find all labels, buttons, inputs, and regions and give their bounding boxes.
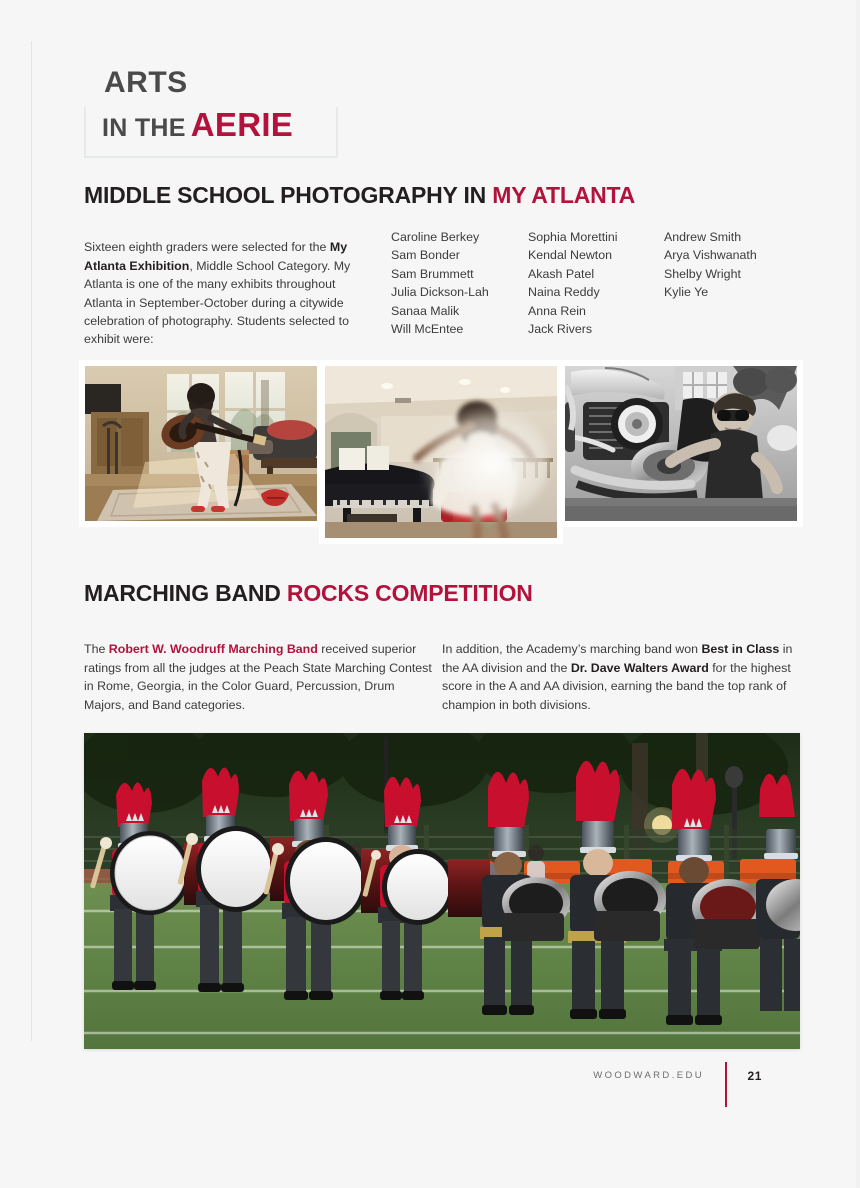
photo-child-with-motorcycle: [565, 366, 797, 521]
list-item: Jack Rivers: [528, 322, 593, 337]
page-footer: [80, 1060, 800, 1110]
list-item: Arya Vishwanath: [664, 248, 757, 263]
band-paragraph-right: [442, 640, 794, 714]
headline-middle-school-photography: [84, 182, 635, 209]
exhibitor-names-column-2: [528, 228, 663, 338]
list-item: Kendal Newton: [528, 248, 613, 263]
photography-photo-strip: [80, 362, 800, 547]
list-item: Will McEntee: [391, 322, 464, 337]
intro-exhibition-name: My Atlanta Exhibition: [84, 240, 348, 273]
headline-band-crimson: ROCKS COMPETITION: [286, 580, 533, 606]
list-item: Julia Dickson-Lah: [391, 285, 489, 300]
band-right-part3: for the highest score in the A and AA division, earning the band the top rank of champion in both divisions.: [442, 660, 791, 712]
band-right-part2: in the AA division and the: [442, 642, 793, 675]
footer-divider-rule: [725, 1062, 727, 1107]
masthead-aerie-word: AERIE: [190, 106, 294, 143]
list-item: Akash Patel: [528, 266, 595, 281]
award-best-in-class: Best in Class: [701, 642, 780, 657]
page-number: 21: [747, 1069, 762, 1083]
photo-marching-band-drumline: [84, 733, 800, 1049]
band-right-part1: In addition, the Academy’s marching band won: [442, 642, 702, 657]
intro-text-after: , Middle School Category. My Atlanta is one of the many exhibits throughout Atlanta in September-October during a citywide celebration of photography. Students selected to exhibit were:: [84, 258, 351, 347]
right-page-edge: [856, 0, 860, 1188]
masthead-second-line: [102, 108, 293, 149]
photography-intro-paragraph: [84, 238, 374, 348]
photo-child-playing-guitar: [85, 366, 317, 521]
headline-photography-dark: MIDDLE SCHOOL PHOTOGRAPHY IN: [84, 182, 487, 208]
band-left-before: The: [84, 642, 109, 657]
list-item: Sam Brummett: [391, 266, 474, 281]
list-item: Shelby Wright: [664, 266, 741, 281]
page-content: [80, 0, 800, 1188]
list-item: Andrew Smith: [664, 230, 742, 244]
band-left-after: received superior ratings from all the judges at the Peach State Marching Contest in Rome, Georgia, in the Color Guard, Percussion, Drum Majors, and Band categories.: [84, 642, 432, 712]
exhibitor-names-column-3: [664, 228, 799, 302]
headline-band-dark: MARCHING BAND: [84, 580, 281, 606]
masthead-in-the-word: IN THE: [102, 114, 186, 142]
masthead-arts-in-the-aerie: [80, 66, 338, 158]
list-item: Caroline Berkey: [391, 230, 480, 244]
award-dave-walters: Dr. Dave Walters Award: [570, 660, 709, 675]
left-margin-rule: [31, 41, 32, 1041]
masthead-arts-word: ARTS: [104, 66, 188, 99]
headline-marching-band: [84, 580, 533, 607]
list-item: Sam Bonder: [391, 248, 460, 263]
headline-photography-crimson: MY ATLANTA: [492, 182, 636, 208]
list-item: Sanaa Malik: [391, 303, 460, 318]
list-item: Naina Reddy: [528, 285, 600, 300]
list-item: Sophia Morettini: [528, 230, 618, 244]
band-ensemble-name: Robert W. Woodruff Marching Band: [108, 642, 318, 657]
band-paragraph-left: [84, 640, 434, 714]
intro-text-before: Sixteen eighth graders were selected for the: [84, 240, 330, 255]
footer-website-url: WOODWARD.EDU: [593, 1070, 704, 1081]
exhibitor-names-column-1: [391, 228, 526, 338]
list-item: Kylie Ye: [664, 285, 709, 300]
photo-dancer-by-piano: [325, 366, 557, 538]
list-item: Anna Rein: [528, 303, 586, 318]
